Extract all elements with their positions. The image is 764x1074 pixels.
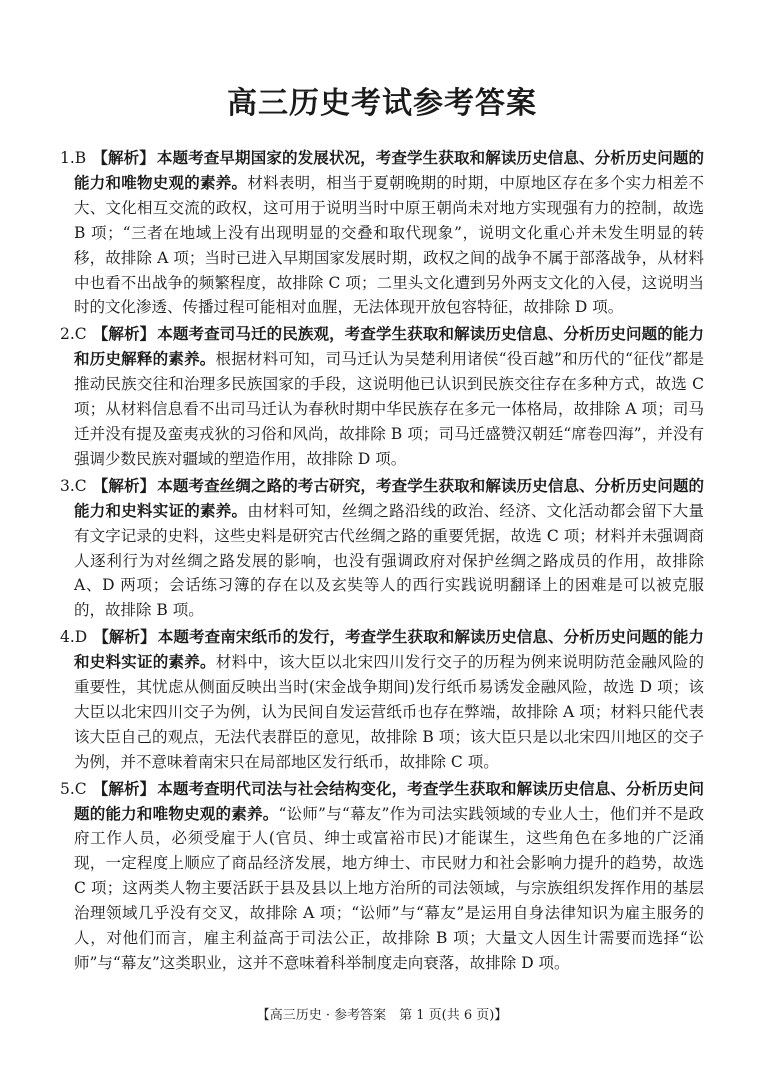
answer-body: 材料表明，相当于夏朝晚期的时期，中原地区存在多个实力相差不大、文化相互交流的政权，这可用于说明当时中原王朝尚未对地方实现强有力的控制，故选 B 项；“三者在地域上没有出现明显的交叠和取代现象”，说明文化重心并未发生明显的转移，故排除 A 项；当时已进入早期国家发展时期，政权之间的战争不属于部落战争，从材料中也看不出战争的频繁程度，故排除 C 项；二里头文化遭到另外两支文化的入侵，这说明当时的文化渗透、传播过程可能相对血腥，无法体现开放包容特征，故排除 D 项。	[74, 173, 704, 317]
answer-body: “讼师”与“幕友”作为司法实践领域的专业人士，他们并不是政府工作人员，必须受雇于人(官员、绅士或富裕市民)才能谋生，这些角色在多地的广泛涌现，一定程度上顺应了商品经济发展，地方绅士、市民财力和社会影响力提升的趋势，故选 C 项；这两类人物主要活跃于县及县以上地方治所的司法领域，与宗族组织发挥作用的基层治理领域几乎没有交叉，故排除 A 项；“讼师”与“幕友”是运用自身法律知识为雇主服务的人，对他们而言，雇主利益高于司法公正，故排除 B 项；大量文人因生计需要而选择“讼师”与“幕友”这类职业，这并不意味着科举制度走向衰落，故排除 D 项。	[74, 804, 704, 972]
analysis-tag: 【解析】	[92, 779, 156, 798]
answer-body: 由材料可知，丝绸之路沿线的政治、经济、文化活动都会留下大量有文字记录的史料，这些史料是研究古代丝绸之路的重要凭据，故选 C 项；材料并未强调商人逐利行为对丝绸之路发展的影响，也没有强调政府对保护丝绸之路成员的作用，故排除 A、D 两项；会话练习簿的存在以及玄奘等人的西行实践说明翻译上的困难是可以被克服的，故排除 B 项。	[74, 501, 704, 620]
page-footer: 【高三历史 · 参考答案 第 1 页(共 6 页)】	[256, 1008, 508, 1023]
answer-item-5	[60, 777, 704, 976]
answer-body: 根据材料可知，司马迁认为吴楚利用诸侯“役百越”和历代的“征伐”都是推动民族交往和治理多民族国家的手段，这说明他已认识到民族交往存在多种方式，故选 C 项；从材料信息看不出司马迁认为春秋时期中华民族存在多元一体格局，故排除 A 项；司马迁并没有提及蛮夷戎狄的习俗和风尚，故排除 B 项；司马迁盛赞汉朝廷“席卷四海”，并没有强调少数民族对疆域的塑造作用，故排除 D 项。	[74, 350, 704, 468]
answer-body: 材料中，该大臣以北宋四川发行交子的历程为例来说明防范金融风险的重要性，其忧虑从侧面反映出当时(宋金战争期间)发行纸币易诱发金融风险，故选 D 项；该大臣以北宋四川交子为例，认为民间自发运营纸币也存在弊端，故排除 A 项；材料只能代表该大臣自己的观点，无法代表群臣的意见，故排除 B 项；该大臣只是以北宋四川地区的交子为例，并不意味着南宋只在局部地区发行纸币，故排除 C 项。	[74, 653, 704, 771]
page-title: 高三历史考试参考答案	[227, 86, 537, 121]
analysis-tag: 【解析】	[92, 149, 155, 167]
answer-summary: 本题考查丝绸之路的考古研究，考查学生获取和解读历史信息、分析历史问题的能力和史料实证的素养。	[74, 476, 704, 520]
answer-number: 4.D	[60, 628, 88, 647]
answer-number: 5.C	[60, 779, 87, 798]
answer-item-2	[60, 322, 704, 471]
answer-summary: 本题考查司马迁的民族观，考查学生获取和解读历史信息、分析历史问题的能力和历史解释的素养。	[74, 325, 704, 369]
answer-item-4	[60, 625, 704, 774]
answer-number: 2.C	[60, 325, 87, 344]
analysis-tag: 【解析】	[92, 476, 156, 495]
answer-item-3	[60, 474, 704, 623]
answer-summary: 本题考查南宋纸币的发行，考查学生获取和解读历史信息、分析历史问题的能力和史料实证的素养。	[74, 628, 704, 672]
answer-number: 3.C	[60, 476, 87, 495]
analysis-tag: 【解析】	[92, 325, 156, 344]
answer-item-1	[60, 146, 704, 320]
answer-summary: 本题考查明代司法与社会结构变化，考查学生获取和解读历史信息、分析历史问题的能力和唯物史观的素养。	[74, 779, 704, 823]
answer-list	[60, 146, 704, 978]
analysis-tag: 【解析】	[93, 628, 156, 647]
answer-summary: 本题考查早期国家的发展状况，考查学生获取和解读历史信息、分析历史问题的能力和唯物史观的素养。	[74, 149, 704, 192]
answer-number: 1.B	[60, 149, 87, 167]
